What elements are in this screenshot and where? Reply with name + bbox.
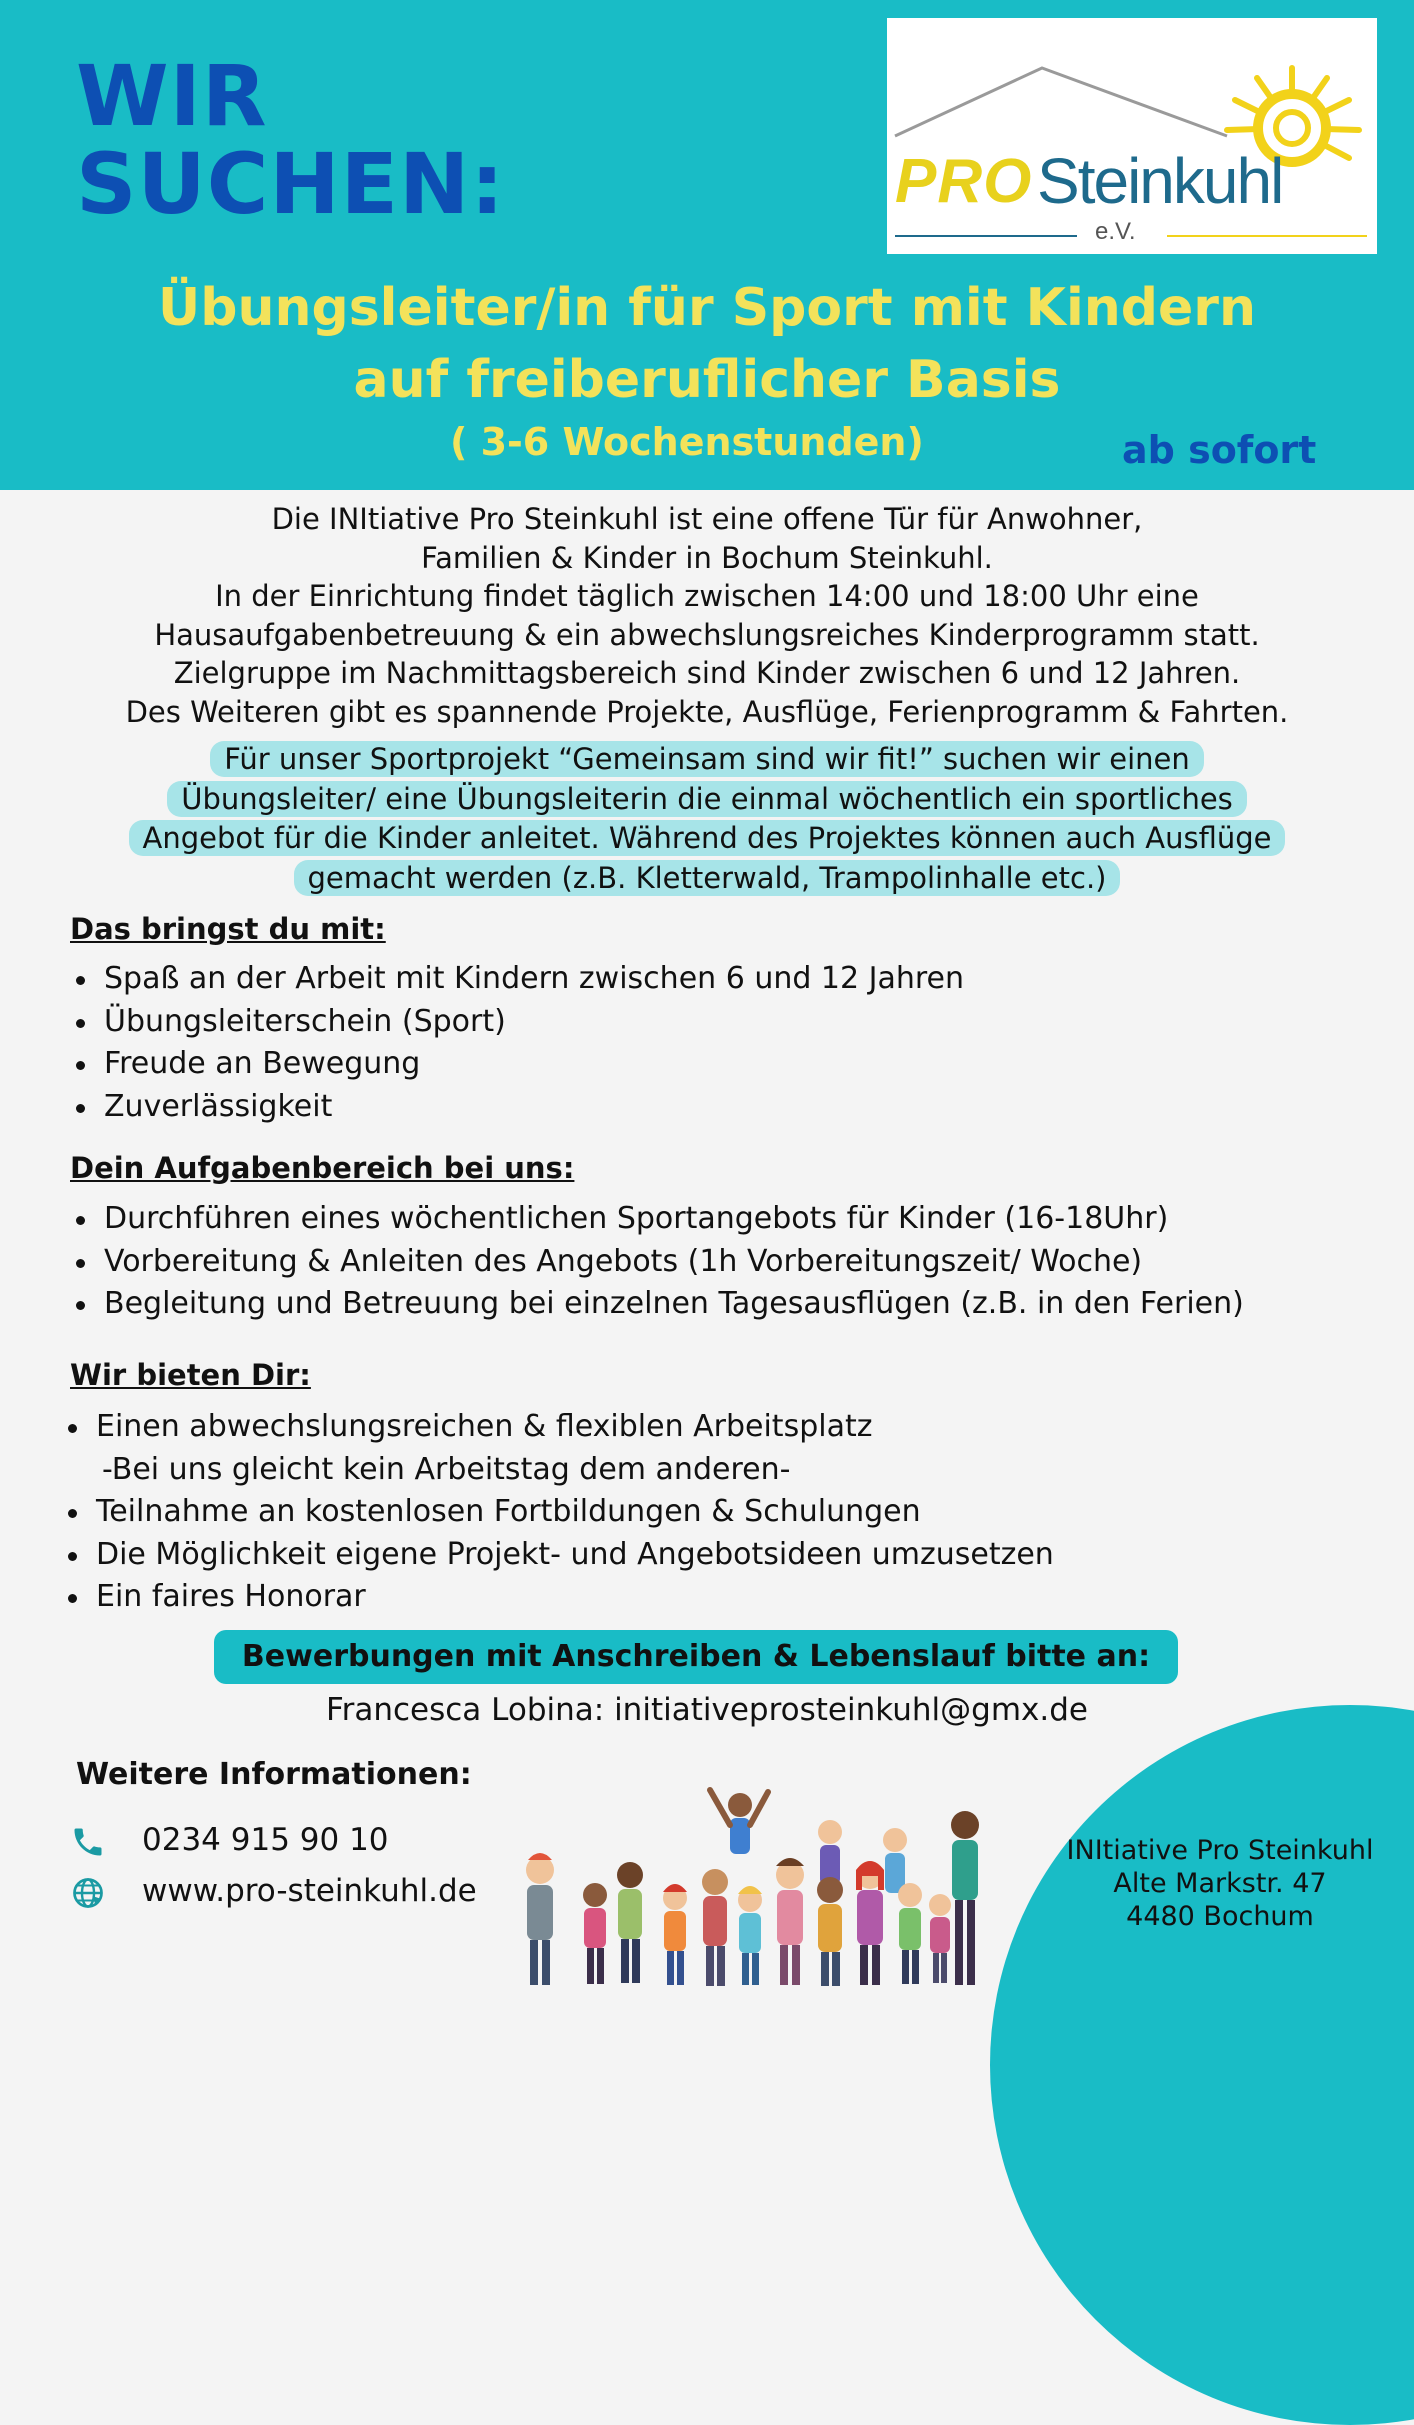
globe-icon — [70, 1875, 106, 1911]
list-item: Die Möglichkeit eigene Projekt- und Angebotsideen umzusetzen — [62, 1534, 1054, 1577]
children-group-illustration — [500, 1770, 1020, 1990]
list-item: Durchführen eines wöchentlichen Sportangebots für Kinder (16-18Uhr) — [70, 1198, 1244, 1241]
intro-text — [0, 500, 1414, 731]
address-block — [1040, 1834, 1400, 1933]
intro-line: Die INItiative Pro Steinkuhl ist eine offene Tür für Anwohner, — [271, 502, 1143, 536]
phone-icon — [70, 1824, 106, 1860]
requirements-list — [70, 958, 964, 1128]
crowd-figures — [526, 1790, 979, 1986]
logo-ev: e.V. — [1095, 218, 1136, 245]
application-contact[interactable]: Francesca Lobina: initiativeprosteinkuhl@gmx.de — [326, 1692, 1088, 1728]
address-circle — [990, 1705, 1414, 2425]
project-line: gemacht werden (z.B. Kletterwald, Trampolinhalle etc.) — [294, 860, 1121, 896]
headline-line-1: WIR — [76, 47, 268, 145]
website-link: www.pro-steinkuhl.de — [142, 1873, 477, 1909]
requirements-heading: Das bringst du mit: — [70, 912, 386, 946]
job-title-line-2: auf freiberuflicher Basis — [353, 350, 1061, 410]
pro-steinkuhl-logo — [887, 18, 1377, 254]
list-item: Ein faires Honorar — [62, 1576, 1054, 1619]
list-item: Freude an Bewegung — [70, 1043, 964, 1086]
offer-heading: Wir bieten Dir: — [70, 1358, 311, 1392]
weekly-hours: ( 3-6 Wochenstunden) — [450, 420, 924, 464]
phone-number: 0234 915 90 10 — [142, 1822, 389, 1858]
intro-line: Hausaufgabenbetreuung & ein abwechslungsreiches Kinderprogramm statt. — [154, 617, 1260, 652]
list-item: Übungsleiterschein (Sport) — [70, 1001, 964, 1044]
list-item: Zuverlässigkeit — [70, 1086, 964, 1129]
offer-list — [62, 1406, 1054, 1619]
list-item: Begleitung und Betreuung bei einzelnen Tagesausflügen (z.B. in den Ferien) — [70, 1283, 1244, 1326]
tasks-list — [70, 1198, 1244, 1326]
project-line: Übungsleiter/ eine Übungsleiterin die einmal wöchentlich ein sportliches — [167, 781, 1247, 817]
list-item: Teilnahme an kostenlosen Fortbildungen & Schulungen — [62, 1491, 1054, 1534]
headline-line-2: SUCHEN: — [76, 135, 505, 233]
logo-pro: PRO — [895, 147, 1033, 216]
intro-line: Familien & Kinder in Bochum Steinkuhl. — [421, 540, 993, 575]
project-highlight — [0, 740, 1414, 898]
list-item: Einen abwechslungsreichen & flexiblen Arbeitsplatz — [62, 1406, 1054, 1449]
application-banner: Bewerbungen mit Anschreiben & Lebenslauf bitte an: — [214, 1630, 1178, 1684]
project-line: Angebot für die Kinder anleitet. Während des Projektes können auch Ausflüge — [129, 820, 1286, 856]
tasks-heading: Dein Aufgabenbereich bei uns: — [70, 1151, 575, 1185]
start-date: ab sofort — [1122, 428, 1317, 472]
headline — [76, 47, 505, 233]
address-line: 4480 Bochum — [1126, 1901, 1314, 1932]
intro-line: In der Einrichtung findet täglich zwischen 14:00 und 18:00 Uhr eine — [215, 579, 1199, 613]
job-title-line-1: Übungsleiter/in für Sport mit Kindern — [158, 278, 1256, 338]
address-line: Alte Markstr. 47 — [1113, 1868, 1327, 1899]
intro-line: Des Weiteren gibt es spannende Projekte, Ausflüge, Ferienprogramm & Fahrten. — [125, 694, 1289, 729]
project-line: Für unser Sportprojekt “Gemeinsam sind wir fit!” suchen wir einen — [210, 741, 1203, 777]
list-item: Spaß an der Arbeit mit Kindern zwischen 6 und 12 Jahren — [70, 958, 964, 1001]
logo-steinkuhl: Steinkuhl — [1037, 145, 1283, 217]
job-title — [0, 272, 1414, 416]
intro-line: Zielgruppe im Nachmittagsbereich sind Kinder zwischen 6 und 12 Jahren. — [173, 656, 1241, 690]
address-line: INItiative Pro Steinkuhl — [1066, 1835, 1374, 1866]
more-info-heading: Weitere Informationen: — [76, 1757, 472, 1792]
list-item-continuation: -Bei uns gleicht kein Arbeitstag dem anderen- — [102, 1451, 791, 1487]
list-item: Vorbereitung & Anleiten des Angebots (1h Vorbereitungszeit/ Woche) — [70, 1241, 1244, 1284]
